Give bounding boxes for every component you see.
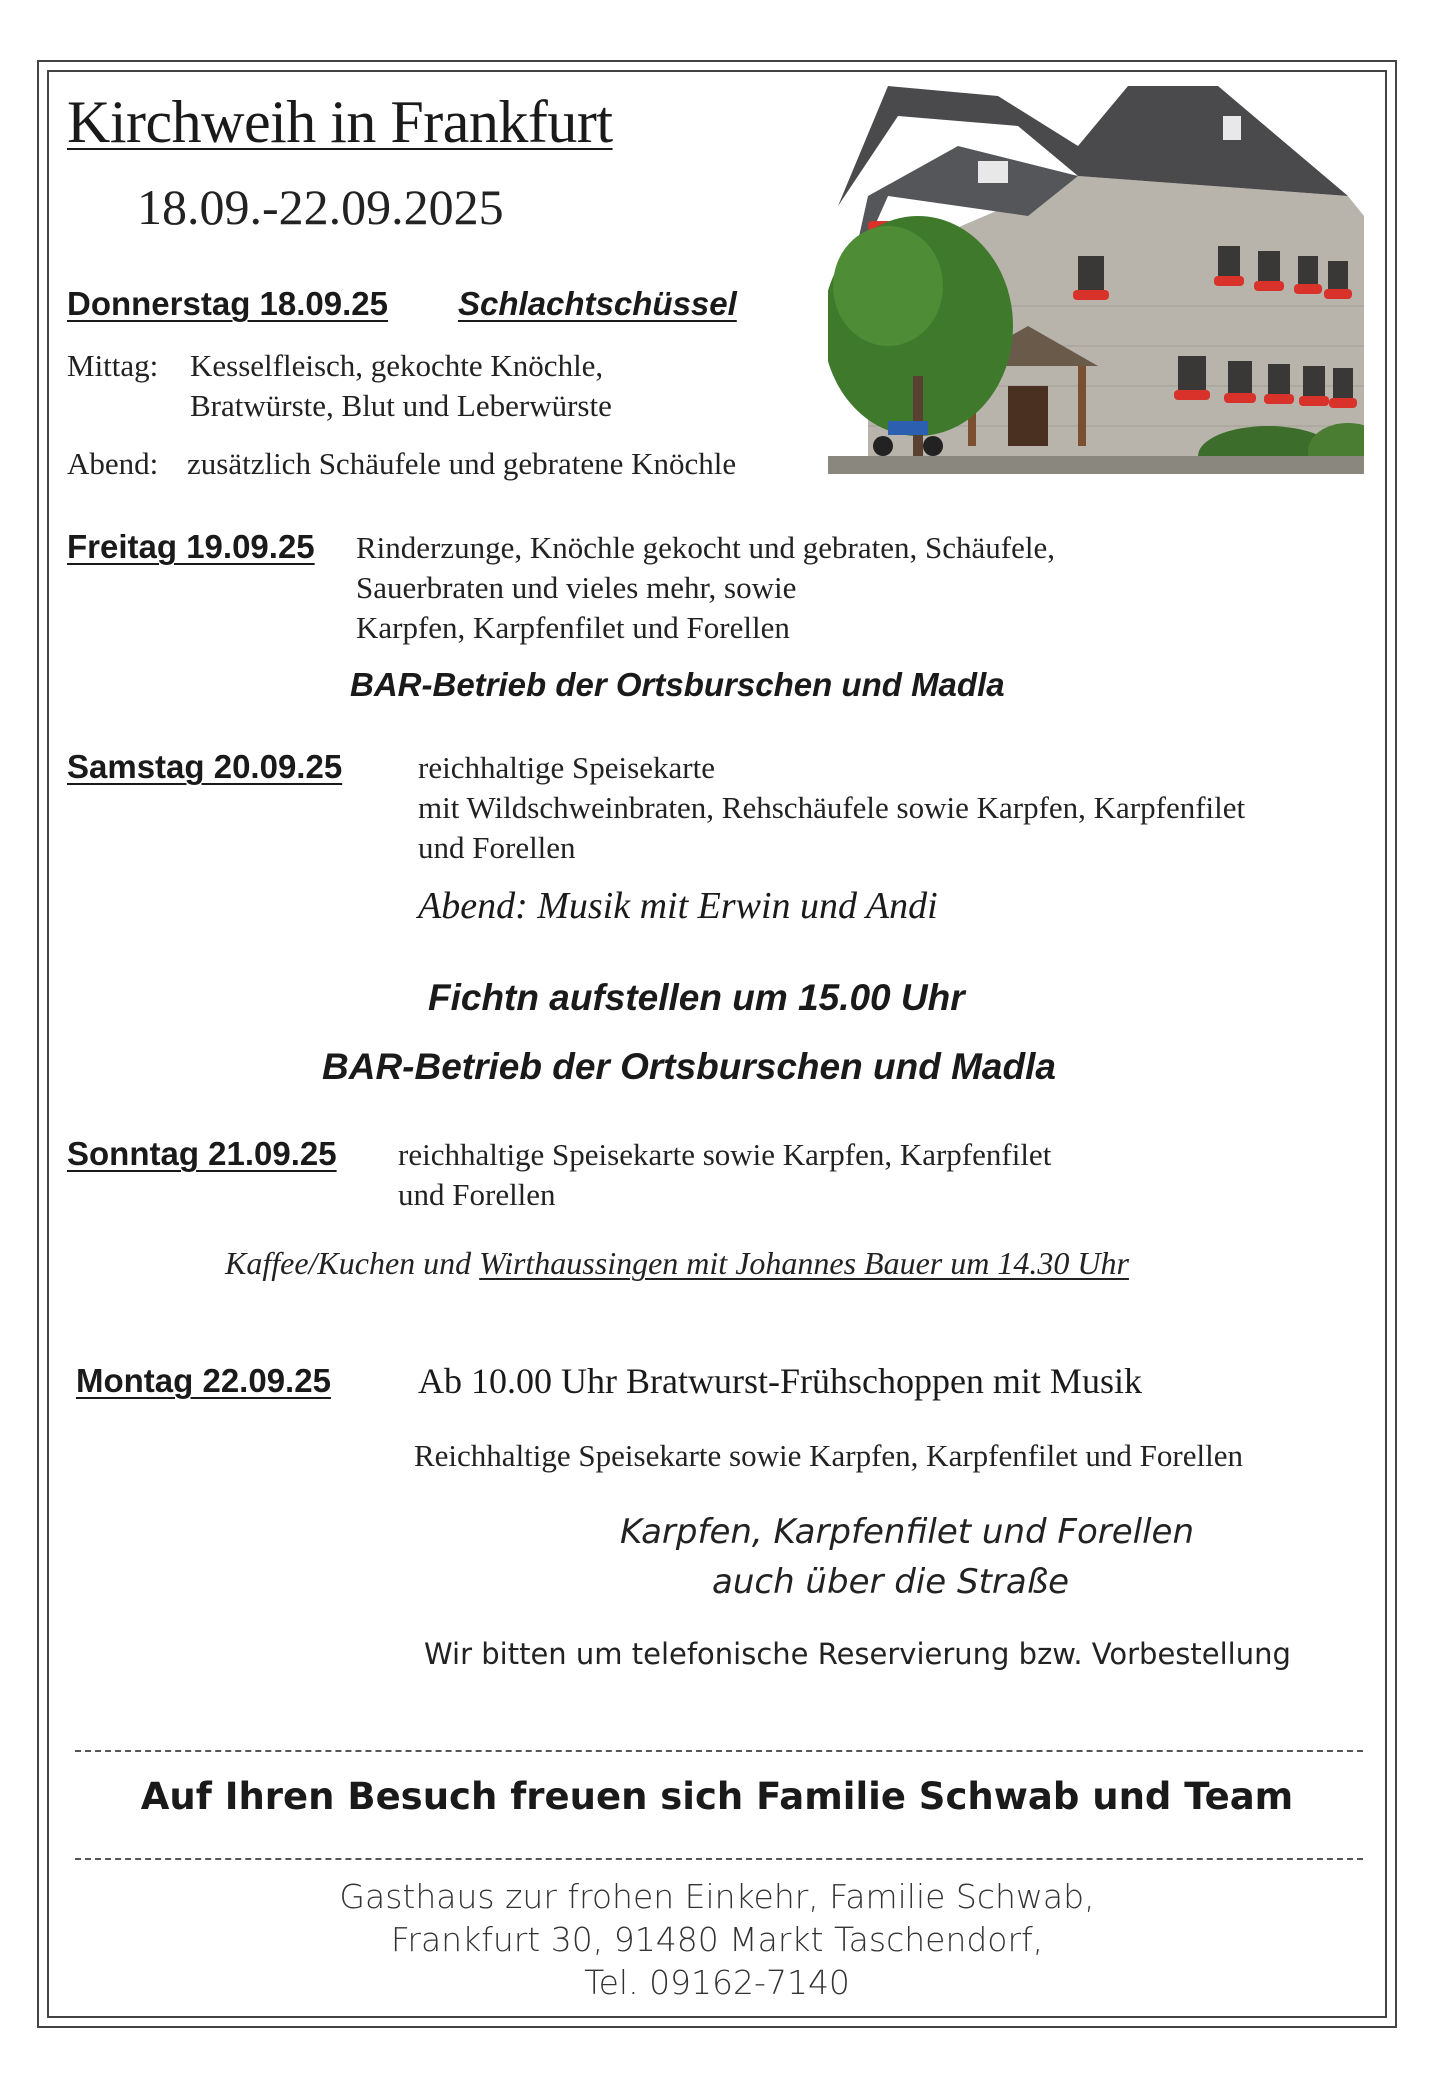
friday-line1: Rinderzunge, Knöchle gekocht und gebraten, Schäufele, bbox=[356, 530, 1055, 565]
sunday-heading: Sonntag 21.09.25 bbox=[67, 1135, 337, 1172]
monday-heading: Montag 22.09.25 bbox=[76, 1362, 331, 1399]
sunday-line1: reichhaltige Speisekarte sowie Karpfen, Karpfenfilet bbox=[398, 1137, 1052, 1172]
sunday-line2: und Forellen bbox=[398, 1177, 556, 1212]
friday-heading: Freitag 19.09.25 bbox=[67, 528, 315, 565]
saturday-line2: mit Wildschweinbraten, Rehschäufele sowie Karpfen, Karpfenfilet bbox=[418, 790, 1246, 825]
closing-message: Auf Ihren Besuch freuen sich Familie Schwab und Team bbox=[140, 1775, 1294, 1818]
friday-line3: Karpfen, Karpfenfilet und Forellen bbox=[356, 610, 790, 645]
saturday-fichtn: Fichtn aufstellen um 15.00 Uhr bbox=[428, 977, 965, 1018]
divider-top bbox=[75, 1750, 1363, 1752]
monday-headline: Ab 10.00 Uhr Bratwurst-Frühschoppen mit Musik bbox=[418, 1361, 1142, 1401]
monday-line1: Reichhaltige Speisekarte sowie Karpfen, Karpfenfilet und Forellen bbox=[414, 1438, 1243, 1473]
takeaway-line1: Karpfen, Karpfenfilet und Forellen bbox=[620, 1512, 1195, 1552]
saturday-bar-note: BAR-Betrieb der Ortsburschen und Madla bbox=[322, 1046, 1056, 1087]
page-title: Kirchweih in Frankfurt bbox=[67, 89, 613, 155]
thursday-abend-label: Abend: bbox=[67, 446, 159, 481]
reservation-note: Wir bitten um telefonische Reservierung bzw. Vorbestellung bbox=[424, 1637, 1291, 1671]
date-range: 18.09.-22.09.2025 bbox=[137, 179, 504, 235]
thursday-heading: Donnerstag 18.09.25 bbox=[67, 285, 388, 322]
friday-line2: Sauerbraten und vieles mehr, sowie bbox=[356, 570, 797, 605]
inn-building-illustration bbox=[828, 86, 1364, 474]
thursday-theme: Schlachtschüssel bbox=[458, 285, 737, 322]
thursday-mittag-label: Mittag: bbox=[67, 348, 159, 383]
sunday-cafe bbox=[225, 1245, 1129, 1282]
thursday-mittag-line1: Kesselfleisch, gekochte Knöchle, bbox=[190, 348, 604, 383]
friday-bar-note: BAR-Betrieb der Ortsburschen und Madla bbox=[350, 666, 1005, 703]
sunday-cafe-prefix: Kaffee/Kuchen und bbox=[225, 1245, 480, 1281]
saturday-heading: Samstag 20.09.25 bbox=[67, 748, 343, 785]
thursday-mittag-line2: Bratwürste, Blut und Leberwürste bbox=[190, 388, 612, 423]
inn-photo bbox=[828, 86, 1364, 474]
thursday-abend-text: zusätzlich Schäufele und gebratene Knöchle bbox=[187, 446, 737, 481]
address-line1: Gasthaus zur frohen Einkehr, Familie Schwab, bbox=[339, 1877, 1095, 1916]
takeaway-line2: auch über die Straße bbox=[712, 1562, 1070, 1602]
sunday-cafe-event: Wirthaussingen mit Johannes Bauer um 14.30 Uhr bbox=[479, 1245, 1129, 1281]
address-line2: Frankfurt 30, 91480 Markt Taschendorf, bbox=[390, 1920, 1044, 1959]
saturday-line1: reichhaltige Speisekarte bbox=[418, 750, 715, 785]
saturday-line3: und Forellen bbox=[418, 830, 576, 865]
address-phone: Tel. 09162-7140 bbox=[584, 1963, 850, 2002]
saturday-music: Abend: Musik mit Erwin und Andi bbox=[418, 885, 938, 927]
divider-bottom bbox=[75, 1858, 1363, 1860]
